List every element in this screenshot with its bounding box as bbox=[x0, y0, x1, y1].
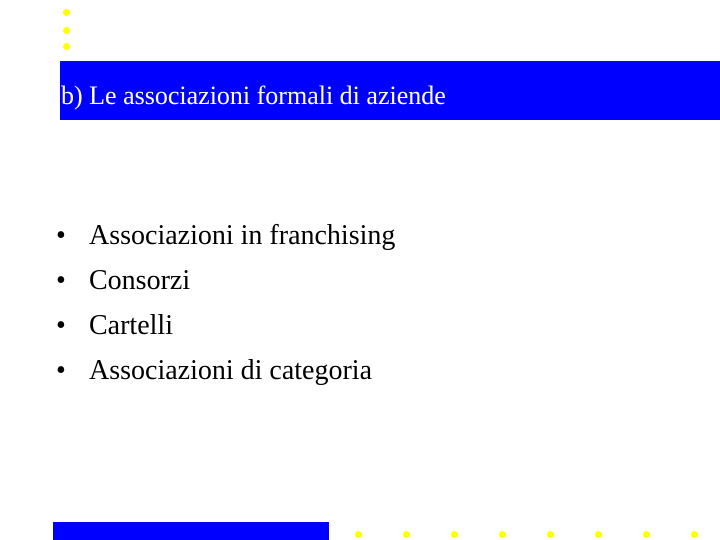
bullet-text: Associazioni in franchising bbox=[89, 220, 396, 251]
decorative-dot bbox=[643, 531, 650, 538]
bullet-text: Cartelli bbox=[89, 310, 173, 341]
decorative-dot bbox=[595, 531, 602, 538]
decorative-dot bbox=[63, 27, 70, 34]
decorative-dot bbox=[691, 531, 698, 538]
decorative-dot bbox=[63, 9, 70, 16]
decorative-dot bbox=[403, 531, 410, 538]
decorative-dot bbox=[355, 531, 362, 538]
bullet-icon: • bbox=[56, 310, 66, 341]
bullet-icon: • bbox=[56, 220, 66, 251]
slide-title: b) Le associazioni formali di aziende bbox=[61, 81, 446, 110]
decorative-dot bbox=[63, 43, 70, 50]
decorative-dot bbox=[499, 531, 506, 538]
bullet-icon: • bbox=[56, 265, 66, 296]
bullet-icon: • bbox=[56, 355, 66, 386]
bottom-bar bbox=[53, 522, 329, 540]
decorative-dot bbox=[547, 531, 554, 538]
bullet-text: Associazioni di categoria bbox=[89, 355, 373, 386]
bullet-text: Consorzi bbox=[89, 265, 191, 296]
decorative-dot bbox=[451, 531, 458, 538]
